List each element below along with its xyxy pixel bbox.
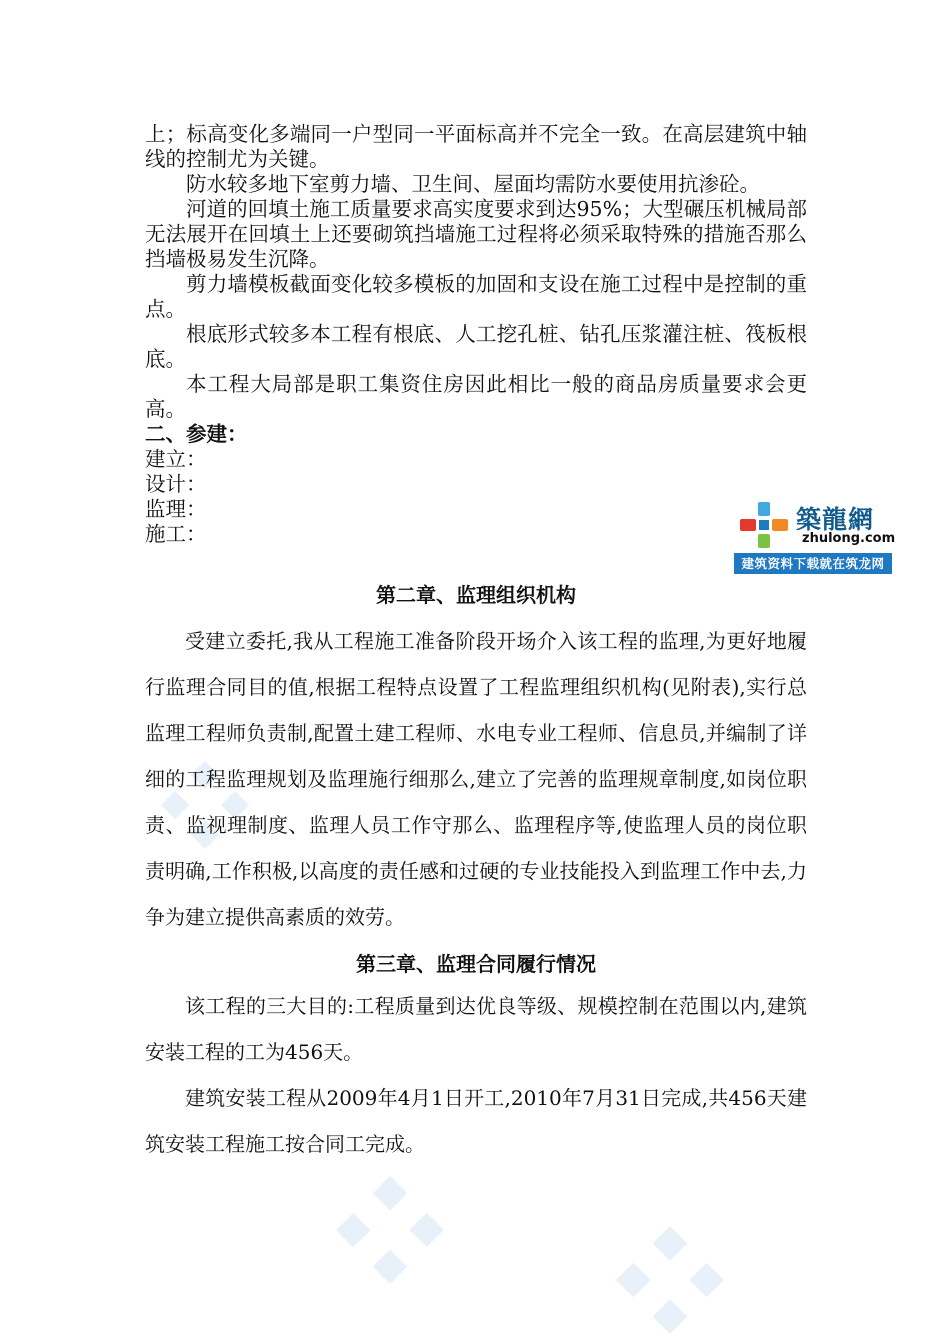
logo-slogan: 建筑资料下载就在筑龙网	[734, 553, 892, 574]
chapter-title: 第二章、监理组织机构	[376, 583, 576, 607]
chapter-paragraph: 受建立委托,我从工程施工准备阶段开场介入该工程的监理,为更好地履行监理合同目的值,根据工程特点设置了工程监理组织机构(见附表),实行总监理工程师负责制,配置土建工程师、水电专业工程师、信息员,并编制了详细的工程监理规划及监理施行细那么,建立了完善的监理规章制度,如岗位职责、监视理制度、监理人员工作守那么、监理程序等,使监理人员的岗位职责明确,工作积极,以高度的责任感和过硬的专业技能投入到监理工作中去,力争为建立提供高素质的效劳。	[145, 629, 807, 929]
role-builder: 建立：	[145, 447, 207, 471]
logo-chinese-name: 築龍網	[796, 505, 875, 534]
role-designer: 设计：	[145, 472, 207, 496]
watermark-icon	[335, 1175, 445, 1285]
overview-line: 剪力墙模板截面变化较多模板的加固和支设在施工过程中是控制的重点。	[145, 272, 807, 321]
role-contractor: 施工：	[145, 522, 207, 546]
chapter-paragraph: 该工程的三大目的:工程质量到达优良等级、规模控制在范围以内,建筑安装工程的工为456天。	[145, 994, 807, 1064]
role-supervisor: 监理：	[145, 497, 207, 521]
watermark-icon	[615, 1225, 725, 1335]
chapter-title: 第三章、监理合同履行情况	[356, 952, 596, 976]
overview-line: 本工程大局部是职工集资住房因此相比一般的商品房质量要求会更高。	[145, 372, 807, 421]
overview-line: 上；标高变化多端同一户型同一平面标高并不完全一致。在高层建筑中轴线的控制尤为关键。	[145, 122, 807, 171]
logo-domain: zhulong.com	[802, 531, 896, 546]
chapter-paragraph: 建筑安装工程从2009年4月1日开工,2010年7月31日完成,共456天建筑安装工程施工按合同工完成。	[145, 1086, 807, 1156]
zhulong-logo	[734, 496, 896, 576]
overview-line: 河道的回填土施工质量要求高实度要求到达95%；大型碾压机械局部无法展开在回填土上还要砌筑挡墙施工过程将必须采取特殊的措施否那么挡墙极易发生沉降。	[145, 197, 807, 271]
overview-line: 防水较多地下室剪力墙、卫生间、屋面均需防水要使用抗渗砼。	[186, 172, 760, 196]
logo-pinwheel-icon	[736, 500, 792, 552]
section-heading: 二、参建：	[145, 422, 248, 446]
overview-line: 根底形式较多本工程有根底、人工挖孔桩、钻孔压浆灌注桩、筏板根底。	[145, 322, 807, 371]
document-body	[145, 122, 807, 1167]
